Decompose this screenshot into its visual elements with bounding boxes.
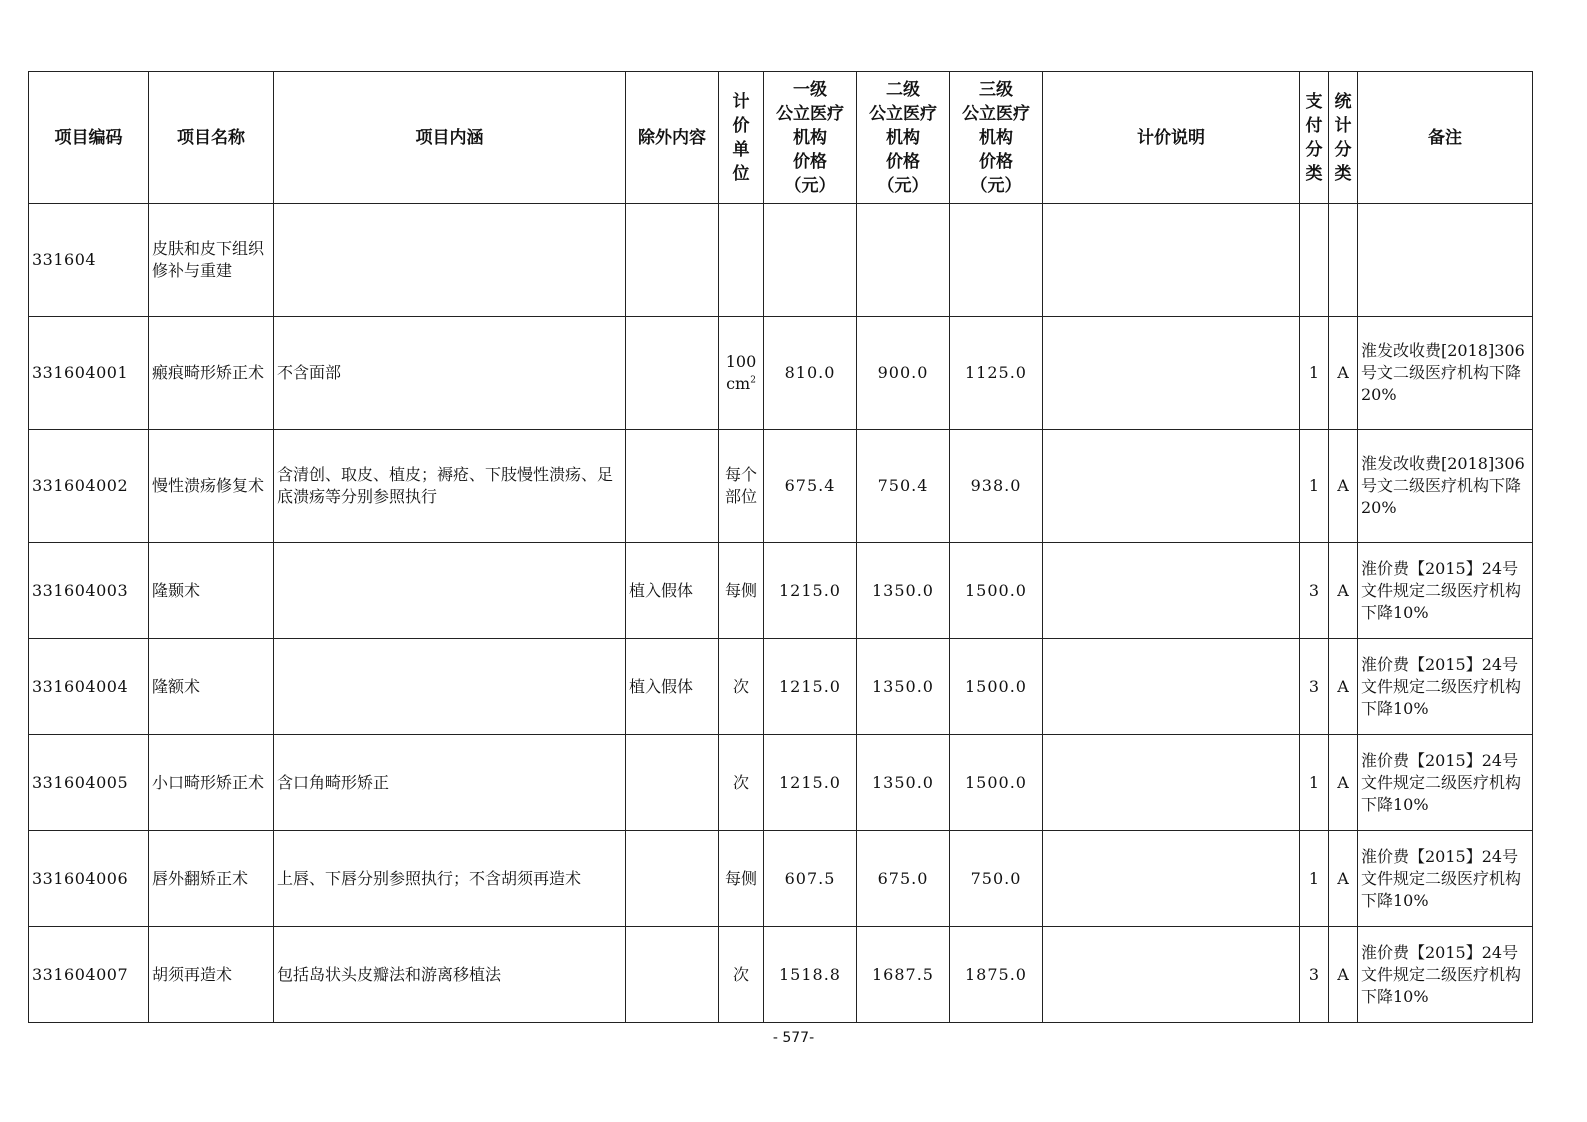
payment-class: 1 [1300, 735, 1329, 831]
header-remark: 备注 [1358, 72, 1533, 204]
pricing-note [1043, 831, 1300, 927]
payment-class: 1 [1300, 831, 1329, 927]
item-content: 含口角畸形矫正 [274, 735, 626, 831]
pricing-note [1043, 735, 1300, 831]
price-level1: 810.0 [764, 317, 857, 430]
stat-class: A [1329, 831, 1358, 927]
item-unit: 每侧 [719, 543, 764, 639]
header-pricing-note: 计价说明 [1043, 72, 1300, 204]
header-price-level1: 一级 公立医疗 机构 价格 （元） [764, 72, 857, 204]
item-name: 小口畸形矫正术 [149, 735, 274, 831]
pricing-note [1043, 317, 1300, 430]
pricing-note [1043, 639, 1300, 735]
item-excluded [626, 735, 719, 831]
item-name: 唇外翻矫正术 [149, 831, 274, 927]
item-unit: 次 [719, 927, 764, 1023]
header-stat-text: 统计分类 [1334, 91, 1352, 184]
item-name: 慢性溃疡修复术 [149, 430, 274, 543]
item-excluded [626, 430, 719, 543]
price-level2: 1350.0 [857, 543, 950, 639]
category-code: 331604 [29, 204, 149, 317]
item-unit: 每侧 [719, 831, 764, 927]
item-code: 331604005 [29, 735, 149, 831]
header-stat [1329, 72, 1358, 204]
header-price-level3: 三级 公立医疗 机构 价格 （元） [950, 72, 1043, 204]
price-level3: 1500.0 [950, 735, 1043, 831]
header-payment [1300, 72, 1329, 204]
price-level3: 1500.0 [950, 639, 1043, 735]
table-row [29, 430, 1533, 543]
item-excluded: 植入假体 [626, 639, 719, 735]
item-excluded [626, 927, 719, 1023]
header-content: 项目内涵 [274, 72, 626, 204]
item-name: 隆颞术 [149, 543, 274, 639]
remark: 淮价费【2015】24号文件规定二级医疗机构下降10% [1358, 831, 1533, 927]
stat-class: A [1329, 735, 1358, 831]
item-unit: 每个部位 [719, 430, 764, 543]
item-excluded [626, 317, 719, 430]
price-level1: 1215.0 [764, 639, 857, 735]
item-content: 包括岛状头皮瓣法和游离移植法 [274, 927, 626, 1023]
header-unit-text: 计价单位 [732, 91, 750, 184]
item-code: 331604006 [29, 831, 149, 927]
price-level1: 675.4 [764, 430, 857, 543]
item-unit: 次 [719, 639, 764, 735]
item-content [274, 639, 626, 735]
payment-class: 3 [1300, 543, 1329, 639]
payment-class: 3 [1300, 639, 1329, 735]
price-level3: 1500.0 [950, 543, 1043, 639]
page-number: - 577- [772, 1030, 815, 1046]
payment-class: 1 [1300, 430, 1329, 543]
remark: 淮价费【2015】24号文件规定二级医疗机构下降10% [1358, 639, 1533, 735]
item-unit: 次 [719, 735, 764, 831]
header-name: 项目名称 [149, 72, 274, 204]
price-level1: 1215.0 [764, 735, 857, 831]
header-payment-text: 支付分类 [1305, 91, 1323, 184]
remark: 淮发改收费[2018]306号文二级医疗机构下降20% [1358, 317, 1533, 430]
remark: 淮发改收费[2018]306号文二级医疗机构下降20% [1358, 430, 1533, 543]
remark: 淮价费【2015】24号文件规定二级医疗机构下降10% [1358, 927, 1533, 1023]
item-content [274, 543, 626, 639]
remark: 淮价费【2015】24号文件规定二级医疗机构下降10% [1358, 543, 1533, 639]
price-level1: 1215.0 [764, 543, 857, 639]
header-excluded: 除外内容 [626, 72, 719, 204]
price-level2: 900.0 [857, 317, 950, 430]
table-row [29, 831, 1533, 927]
header-unit [719, 72, 764, 204]
stat-class: A [1329, 927, 1358, 1023]
unit-superscript: 2 [750, 375, 756, 386]
payment-class: 3 [1300, 927, 1329, 1023]
item-content: 含清创、取皮、植皮；褥疮、下肢慢性溃疡、足底溃疡等分别参照执行 [274, 430, 626, 543]
stat-class: A [1329, 639, 1358, 735]
price-level2: 1687.5 [857, 927, 950, 1023]
payment-class: 1 [1300, 317, 1329, 430]
item-code: 331604001 [29, 317, 149, 430]
header-price-level2: 二级 公立医疗 机构 价格 （元） [857, 72, 950, 204]
table-row [29, 639, 1533, 735]
pricing-note [1043, 430, 1300, 543]
price-level2: 750.4 [857, 430, 950, 543]
table-row [29, 317, 1533, 430]
table-row [29, 543, 1533, 639]
item-excluded [626, 831, 719, 927]
category-row [29, 204, 1533, 317]
item-code: 331604004 [29, 639, 149, 735]
item-excluded: 植入假体 [626, 543, 719, 639]
stat-class: A [1329, 317, 1358, 430]
item-content: 上唇、下唇分别参照执行；不含胡须再造术 [274, 831, 626, 927]
table-row [29, 927, 1533, 1023]
item-name: 胡须再造术 [149, 927, 274, 1023]
price-level3: 938.0 [950, 430, 1043, 543]
price-level2: 675.0 [857, 831, 950, 927]
price-level3: 1125.0 [950, 317, 1043, 430]
pricing-note [1043, 543, 1300, 639]
stat-class: A [1329, 430, 1358, 543]
category-name: 皮肤和皮下组织修补与重建 [149, 204, 274, 317]
item-code: 331604002 [29, 430, 149, 543]
item-unit: $100cm^2$ [719, 317, 764, 430]
item-code: 331604003 [29, 543, 149, 639]
item-name: 隆额术 [149, 639, 274, 735]
header-code: 项目编码 [29, 72, 149, 204]
price-level2: 1350.0 [857, 735, 950, 831]
header-row [29, 72, 1533, 204]
table-row [29, 735, 1533, 831]
price-level3: 1875.0 [950, 927, 1043, 1023]
price-level1: 1518.8 [764, 927, 857, 1023]
price-level3: 750.0 [950, 831, 1043, 927]
fee-schedule-table [28, 71, 1533, 1023]
item-name: 瘢痕畸形矫正术 [149, 317, 274, 430]
price-level2: 1350.0 [857, 639, 950, 735]
item-code: 331604007 [29, 927, 149, 1023]
remark: 淮价费【2015】24号文件规定二级医疗机构下降10% [1358, 735, 1533, 831]
stat-class: A [1329, 543, 1358, 639]
pricing-note [1043, 927, 1300, 1023]
price-level1: 607.5 [764, 831, 857, 927]
item-content: 不含面部 [274, 317, 626, 430]
